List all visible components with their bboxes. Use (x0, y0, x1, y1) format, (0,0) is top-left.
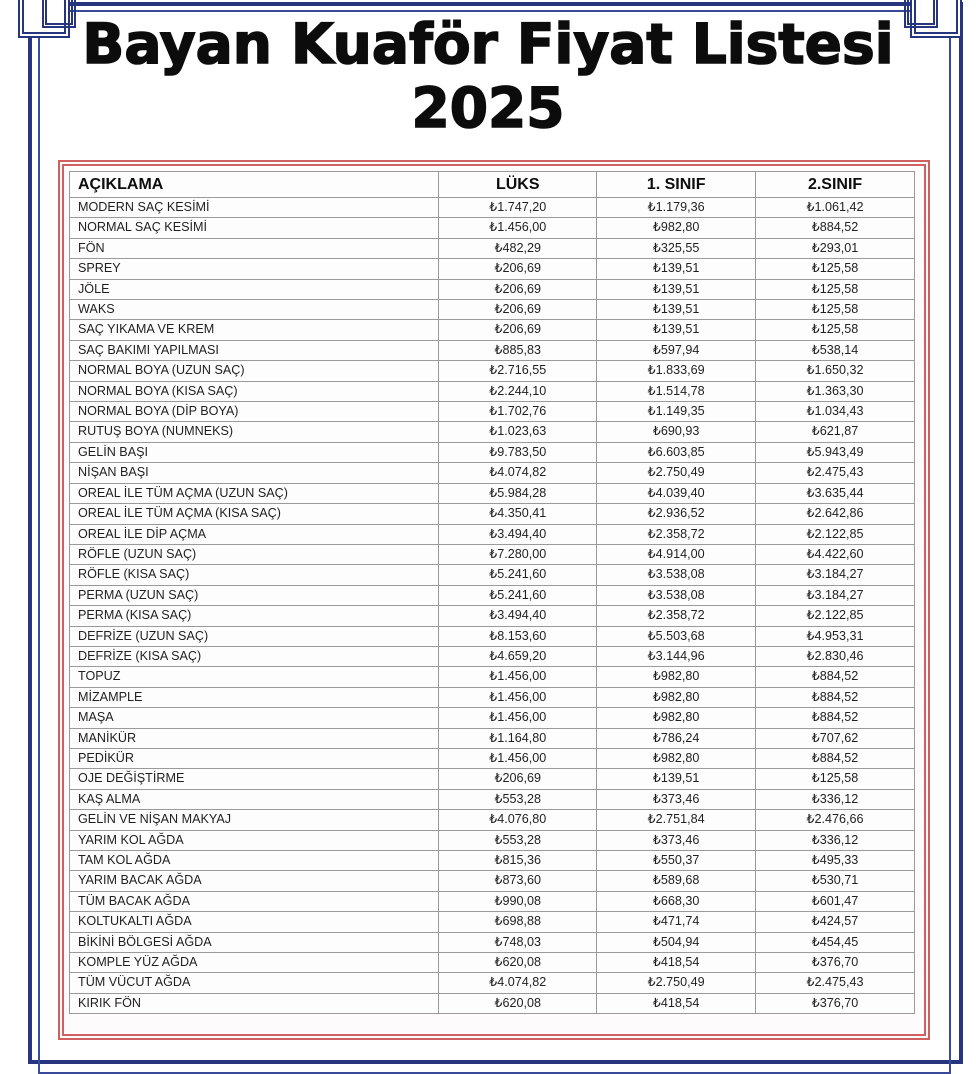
cell-desc: RÖFLE (KISA SAÇ) (70, 565, 439, 585)
page-title-line1: Bayan Kuaför Fiyat Listesi (82, 12, 894, 76)
cell-sinif2: ₺3.635,44 (756, 483, 915, 503)
cell-luks: ₺7.280,00 (439, 544, 597, 564)
cell-luks: ₺873,60 (439, 871, 597, 891)
cell-luks: ₺1.456,00 (439, 667, 597, 687)
price-table (69, 171, 915, 1014)
cell-sinif2: ₺601,47 (756, 891, 915, 911)
cell-desc: KIRIK FÖN (70, 993, 439, 1013)
cell-desc: NORMAL SAÇ KESİMİ (70, 218, 439, 238)
cell-desc: JÖLE (70, 279, 439, 299)
cell-sinif1: ₺139,51 (597, 259, 756, 279)
cell-sinif1: ₺597,94 (597, 340, 756, 360)
cell-sinif2: ₺884,52 (756, 708, 915, 728)
table-row (70, 687, 915, 707)
cell-sinif1: ₺418,54 (597, 953, 756, 973)
cell-sinif1: ₺6.603,85 (597, 442, 756, 462)
corner-ornament-top-left-icon (18, 0, 70, 38)
cell-desc: GELİN BAŞI (70, 442, 439, 462)
price-table-header-row (70, 172, 915, 198)
cell-sinif2: ₺454,45 (756, 932, 915, 952)
cell-sinif1: ₺982,80 (597, 218, 756, 238)
table-row (70, 483, 915, 503)
column-header-desc: AÇIKLAMA (70, 172, 439, 198)
cell-sinif1: ₺325,55 (597, 238, 756, 258)
cell-sinif1: ₺1.179,36 (597, 198, 756, 218)
cell-desc: WAKS (70, 300, 439, 320)
cell-luks: ₺620,08 (439, 993, 597, 1013)
cell-sinif2: ₺125,58 (756, 279, 915, 299)
table-row (70, 708, 915, 728)
cell-sinif1: ₺982,80 (597, 748, 756, 768)
cell-sinif1: ₺589,68 (597, 871, 756, 891)
cell-luks: ₺1.702,76 (439, 402, 597, 422)
cell-desc: DEFRİZE (UZUN SAÇ) (70, 626, 439, 646)
cell-luks: ₺2.716,55 (439, 361, 597, 381)
cell-luks: ₺748,03 (439, 932, 597, 952)
cell-desc: KOLTUKALTI AĞDA (70, 912, 439, 932)
table-row (70, 830, 915, 850)
cell-sinif2: ₺5.943,49 (756, 442, 915, 462)
cell-luks: ₺620,08 (439, 953, 597, 973)
price-table-frame (58, 160, 930, 1040)
cell-desc: NORMAL BOYA (DİP BOYA) (70, 402, 439, 422)
cell-sinif2: ₺884,52 (756, 218, 915, 238)
cell-sinif1: ₺2.751,84 (597, 810, 756, 830)
table-row (70, 259, 915, 279)
cell-sinif1: ₺690,93 (597, 422, 756, 442)
page-title-line2: 2025 (411, 76, 565, 140)
cell-desc: DEFRİZE (KISA SAÇ) (70, 646, 439, 666)
cell-sinif2: ₺2.475,43 (756, 463, 915, 483)
column-header-luks: LÜKS (439, 172, 597, 198)
cell-luks: ₺5.984,28 (439, 483, 597, 503)
table-row (70, 789, 915, 809)
cell-desc: KAŞ ALMA (70, 789, 439, 809)
cell-sinif1: ₺2.936,52 (597, 504, 756, 524)
cell-sinif2: ₺2.122,85 (756, 524, 915, 544)
cell-desc: PEDİKÜR (70, 748, 439, 768)
cell-sinif2: ₺376,70 (756, 993, 915, 1013)
cell-sinif1: ₺4.914,00 (597, 544, 756, 564)
table-row (70, 361, 915, 381)
cell-sinif1: ₺1.149,35 (597, 402, 756, 422)
cell-desc: PERMA (KISA SAÇ) (70, 606, 439, 626)
table-row (70, 442, 915, 462)
cell-sinif2: ₺2.476,66 (756, 810, 915, 830)
cell-sinif2: ₺125,58 (756, 320, 915, 340)
cell-luks: ₺206,69 (439, 320, 597, 340)
cell-desc: OREAL İLE TÜM AÇMA (KISA SAÇ) (70, 504, 439, 524)
cell-luks: ₺206,69 (439, 259, 597, 279)
cell-sinif1: ₺3.538,08 (597, 565, 756, 585)
table-row (70, 218, 915, 238)
cell-luks: ₺1.164,80 (439, 728, 597, 748)
cell-sinif2: ₺3.184,27 (756, 585, 915, 605)
cell-sinif1: ₺504,94 (597, 932, 756, 952)
cell-luks: ₺1.456,00 (439, 748, 597, 768)
cell-desc: TÜM BACAK AĞDA (70, 891, 439, 911)
cell-desc: PERMA (UZUN SAÇ) (70, 585, 439, 605)
cell-sinif1: ₺2.358,72 (597, 524, 756, 544)
cell-desc: YARIM BACAK AĞDA (70, 871, 439, 891)
table-row (70, 728, 915, 748)
table-row (70, 810, 915, 830)
cell-luks: ₺553,28 (439, 830, 597, 850)
cell-luks: ₺8.153,60 (439, 626, 597, 646)
cell-luks: ₺5.241,60 (439, 565, 597, 585)
cell-luks: ₺1.456,00 (439, 687, 597, 707)
cell-sinif1: ₺471,74 (597, 912, 756, 932)
table-row (70, 953, 915, 973)
table-row (70, 198, 915, 218)
cell-desc: OREAL İLE DİP AÇMA (70, 524, 439, 544)
cell-luks: ₺3.494,40 (439, 524, 597, 544)
cell-luks: ₺990,08 (439, 891, 597, 911)
cell-sinif1: ₺2.750,49 (597, 463, 756, 483)
cell-sinif2: ₺538,14 (756, 340, 915, 360)
cell-sinif2: ₺530,71 (756, 871, 915, 891)
cell-sinif2: ₺884,52 (756, 748, 915, 768)
cell-desc: MODERN SAÇ KESİMİ (70, 198, 439, 218)
cell-desc: RÖFLE (UZUN SAÇ) (70, 544, 439, 564)
cell-sinif1: ₺1.514,78 (597, 381, 756, 401)
cell-sinif1: ₺139,51 (597, 300, 756, 320)
cell-desc: MANİKÜR (70, 728, 439, 748)
cell-sinif1: ₺5.503,68 (597, 626, 756, 646)
table-row (70, 381, 915, 401)
cell-sinif1: ₺373,46 (597, 789, 756, 809)
cell-sinif2: ₺336,12 (756, 830, 915, 850)
cell-desc: KOMPLE YÜZ AĞDA (70, 953, 439, 973)
table-row (70, 973, 915, 993)
cell-sinif1: ₺139,51 (597, 769, 756, 789)
cell-sinif2: ₺2.642,86 (756, 504, 915, 524)
cell-luks: ₺206,69 (439, 300, 597, 320)
cell-luks: ₺1.456,00 (439, 708, 597, 728)
cell-sinif1: ₺4.039,40 (597, 483, 756, 503)
cell-luks: ₺4.074,82 (439, 463, 597, 483)
cell-sinif1: ₺982,80 (597, 708, 756, 728)
cell-luks: ₺4.659,20 (439, 646, 597, 666)
cell-sinif2: ₺1.363,30 (756, 381, 915, 401)
cell-luks: ₺3.494,40 (439, 606, 597, 626)
table-row (70, 320, 915, 340)
cell-desc: NİŞAN BAŞI (70, 463, 439, 483)
cell-sinif2: ₺3.184,27 (756, 565, 915, 585)
cell-luks: ₺482,29 (439, 238, 597, 258)
cell-sinif2: ₺293,01 (756, 238, 915, 258)
cell-desc: MAŞA (70, 708, 439, 728)
cell-sinif1: ₺786,24 (597, 728, 756, 748)
cell-desc: TAM KOL AĞDA (70, 851, 439, 871)
cell-luks: ₺1.023,63 (439, 422, 597, 442)
cell-luks: ₺9.783,50 (439, 442, 597, 462)
table-row (70, 238, 915, 258)
cell-desc: NORMAL BOYA (UZUN SAÇ) (70, 361, 439, 381)
cell-sinif1: ₺668,30 (597, 891, 756, 911)
cell-sinif1: ₺550,37 (597, 851, 756, 871)
corner-ornament-top-right-icon (910, 0, 962, 38)
cell-luks: ₺815,36 (439, 851, 597, 871)
cell-desc: FÖN (70, 238, 439, 258)
table-row (70, 626, 915, 646)
cell-sinif2: ₺2.475,43 (756, 973, 915, 993)
cell-sinif2: ₺1.034,43 (756, 402, 915, 422)
cell-luks: ₺206,69 (439, 279, 597, 299)
cell-sinif2: ₺4.422,60 (756, 544, 915, 564)
cell-sinif2: ₺621,87 (756, 422, 915, 442)
table-row (70, 646, 915, 666)
cell-desc: MİZAMPLE (70, 687, 439, 707)
cell-luks: ₺4.074,82 (439, 973, 597, 993)
table-row (70, 585, 915, 605)
cell-desc: RUTUŞ BOYA (NUMNEKS) (70, 422, 439, 442)
cell-sinif2: ₺1.061,42 (756, 198, 915, 218)
cell-sinif2: ₺884,52 (756, 687, 915, 707)
cell-sinif2: ₺2.122,85 (756, 606, 915, 626)
cell-desc: OJE DEĞİŞTİRME (70, 769, 439, 789)
table-row (70, 769, 915, 789)
cell-sinif2: ₺336,12 (756, 789, 915, 809)
cell-luks: ₺553,28 (439, 789, 597, 809)
table-row (70, 912, 915, 932)
cell-desc: BİKİNİ BÖLGESİ AĞDA (70, 932, 439, 952)
cell-sinif1: ₺982,80 (597, 667, 756, 687)
table-row (70, 667, 915, 687)
cell-sinif1: ₺139,51 (597, 320, 756, 340)
table-row (70, 544, 915, 564)
cell-sinif1: ₺418,54 (597, 993, 756, 1013)
cell-sinif1: ₺982,80 (597, 687, 756, 707)
column-header-sinif1: 1. SINIF (597, 172, 756, 198)
table-row (70, 606, 915, 626)
corner-ornament-top-right-inner-icon (904, 0, 938, 28)
column-header-sinif2: 2.SINIF (756, 172, 915, 198)
cell-sinif2: ₺1.650,32 (756, 361, 915, 381)
cell-sinif2: ₺125,58 (756, 769, 915, 789)
cell-sinif2: ₺125,58 (756, 259, 915, 279)
cell-sinif2: ₺884,52 (756, 667, 915, 687)
cell-sinif1: ₺1.833,69 (597, 361, 756, 381)
cell-luks: ₺698,88 (439, 912, 597, 932)
table-row (70, 871, 915, 891)
table-row (70, 748, 915, 768)
cell-luks: ₺4.350,41 (439, 504, 597, 524)
cell-desc: GELİN VE NİŞAN MAKYAJ (70, 810, 439, 830)
cell-luks: ₺1.456,00 (439, 218, 597, 238)
cell-sinif1: ₺2.358,72 (597, 606, 756, 626)
table-row (70, 932, 915, 952)
cell-luks: ₺1.747,20 (439, 198, 597, 218)
cell-luks: ₺2.244,10 (439, 381, 597, 401)
cell-desc: SAÇ YIKAMA VE KREM (70, 320, 439, 340)
cell-sinif2: ₺2.830,46 (756, 646, 915, 666)
page-title (70, 12, 906, 140)
table-row (70, 279, 915, 299)
table-row (70, 422, 915, 442)
table-row (70, 504, 915, 524)
table-row (70, 340, 915, 360)
cell-sinif2: ₺707,62 (756, 728, 915, 748)
cell-sinif1: ₺139,51 (597, 279, 756, 299)
cell-sinif1: ₺3.538,08 (597, 585, 756, 605)
cell-luks: ₺206,69 (439, 769, 597, 789)
cell-luks: ₺885,83 (439, 340, 597, 360)
table-row (70, 851, 915, 871)
cell-sinif2: ₺424,57 (756, 912, 915, 932)
table-row (70, 402, 915, 422)
cell-sinif2: ₺125,58 (756, 300, 915, 320)
cell-desc: SPREY (70, 259, 439, 279)
cell-desc: TÜM VÜCUT AĞDA (70, 973, 439, 993)
table-row (70, 891, 915, 911)
table-row (70, 993, 915, 1013)
table-row (70, 300, 915, 320)
table-row (70, 463, 915, 483)
cell-sinif2: ₺495,33 (756, 851, 915, 871)
cell-sinif2: ₺376,70 (756, 953, 915, 973)
cell-luks: ₺4.076,80 (439, 810, 597, 830)
cell-desc: TOPUZ (70, 667, 439, 687)
cell-desc: NORMAL BOYA (KISA SAÇ) (70, 381, 439, 401)
cell-sinif2: ₺4.953,31 (756, 626, 915, 646)
cell-sinif1: ₺3.144,96 (597, 646, 756, 666)
cell-sinif1: ₺373,46 (597, 830, 756, 850)
cell-desc: YARIM KOL AĞDA (70, 830, 439, 850)
cell-desc: SAÇ BAKIMI YAPILMASI (70, 340, 439, 360)
cell-desc: OREAL İLE TÜM AÇMA (UZUN SAÇ) (70, 483, 439, 503)
cell-luks: ₺5.241,60 (439, 585, 597, 605)
table-row (70, 524, 915, 544)
cell-sinif1: ₺2.750,49 (597, 973, 756, 993)
table-row (70, 565, 915, 585)
